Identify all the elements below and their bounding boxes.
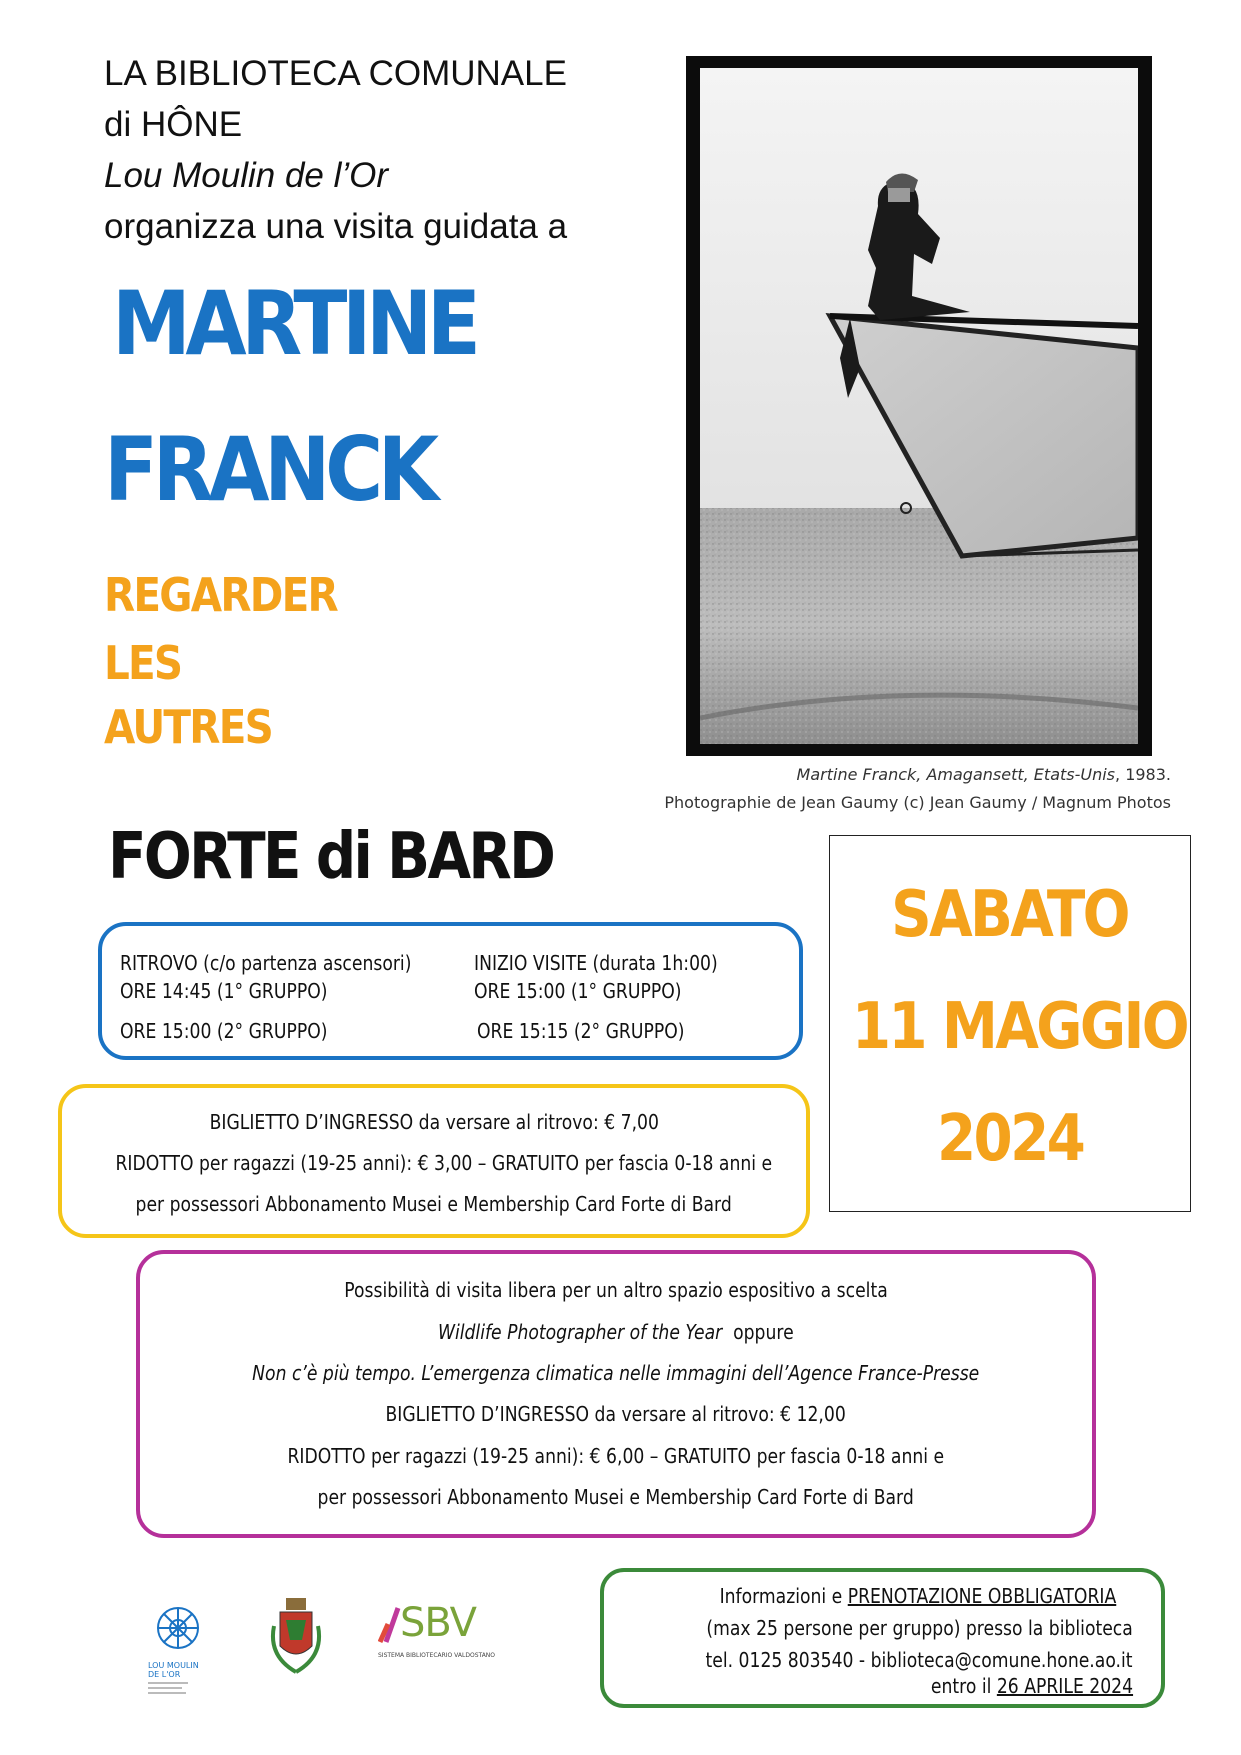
booking-contact[interactable]: tel. 0125 803540 - biblioteca@comune.hone.ao.it — [705, 1648, 1133, 1672]
extra-ticket-reduced: RIDOTTO per ragazzi (19-25 anni): € 6,00 – GRATUITO per fascia 0-18 anni e — [287, 1444, 945, 1468]
logo-moulin-text-2: DE L'OR — [148, 1670, 181, 1679]
logo-sbv-text: SBV — [400, 1600, 476, 1646]
extra-ticket-price: BIGLIETTO D’INGRESSO da versare al ritrovo: € 12,00 — [385, 1402, 847, 1426]
extra-visit-box — [136, 1250, 1096, 1538]
subtitle-word-3: AUTRES — [104, 700, 272, 754]
photo-caption — [797, 765, 1171, 784]
ticket-holders: per possessori Abbonamento Musei e Membership Card Forte di Bard — [135, 1192, 733, 1216]
extra-intro: Possibilità di visita libera per un altro spazio espositivo a scelta — [344, 1278, 888, 1302]
intro-line-organizes: organizza una visita guidata a — [104, 207, 568, 246]
coat-of-arms-icon — [266, 1596, 326, 1686]
intro-line-library: LA BIBLIOTECA COMUNALE — [104, 54, 567, 93]
title-first-name: MARTINE — [112, 272, 476, 375]
intro-block — [104, 48, 567, 252]
photo-caption-year: , 1983. — [1115, 765, 1171, 784]
date-day-month: 11 MAGGIO — [851, 990, 1187, 1064]
intro-line-town: di HÔNE — [104, 105, 243, 144]
ticket-box — [58, 1084, 810, 1238]
ticket-reduced: RIDOTTO per ragazzi (19-25 anni): € 3,00 – GRATUITO per fascia 0-18 anni e — [115, 1151, 773, 1175]
date-year: 2024 — [936, 1102, 1084, 1176]
logo-lou-moulin — [148, 1602, 208, 1702]
booking-line-1: Informazioni e PRENOTAZIONE OBBLIGATORIA — [719, 1584, 1116, 1608]
photo-credit: Photographie de Jean Gaumy (c) Jean Gaumy / Magnum Photos — [664, 793, 1171, 812]
start-time-group-2: ORE 15:15 (2° GRUPPO) — [477, 1019, 685, 1043]
extra-ticket-holders: per possessori Abbonamento Musei e Membership Card Forte di Bard — [317, 1485, 915, 1509]
photo-caption-title: Martine Franck, Amagansett, Etats-Unis — [796, 765, 1116, 784]
booking-info-box — [600, 1568, 1165, 1708]
extra-option-2: Non c’è più tempo. L’emergenza climatica nelle immagini dell’Agence France-Presse — [252, 1361, 980, 1385]
intro-line-library-name: Lou Moulin de l’Or — [104, 156, 389, 195]
ticket-price: BIGLIETTO D’INGRESSO da versare al ritrovo: € 7,00 — [209, 1110, 659, 1134]
title-last-name: FRANCK — [104, 418, 434, 521]
booking-line-2: (max 25 persone per gruppo) presso la biblioteca — [706, 1616, 1133, 1640]
venue-title: FORTE di BARD — [108, 820, 554, 894]
schedule-box — [98, 922, 803, 1060]
logo-sbv-subtitle: SISTEMA BIBLIOTECARIO VALDOSTANO — [378, 1652, 496, 1659]
date-day: SABATO — [891, 878, 1129, 952]
meet-time-group-2: ORE 15:00 (2° GRUPPO) — [120, 1019, 328, 1043]
photograph — [686, 56, 1152, 756]
logo-sbv — [378, 1602, 508, 1682]
start-time-group-1: ORE 15:00 (1° GRUPPO) — [474, 979, 682, 1003]
meet-header: RITROVO (c/o partenza ascensori) — [120, 951, 412, 975]
start-header: INIZIO VISITE (durata 1h:00) — [474, 951, 718, 975]
subtitle-word-2: LES — [104, 636, 182, 690]
meet-time-group-1: ORE 14:45 (1° GRUPPO) — [120, 979, 328, 1003]
extra-option-1: Wildlife Photographer of the Year oppure — [438, 1320, 794, 1344]
logo-comune-hone — [266, 1596, 326, 1686]
photo-image — [700, 68, 1138, 744]
booking-deadline: entro il 26 APRILE 2024 — [930, 1674, 1133, 1698]
subtitle-word-1: REGARDER — [104, 568, 337, 622]
library-wheel-icon — [148, 1602, 208, 1656]
logo-moulin-text-1: LOU MOULIN — [148, 1661, 199, 1670]
